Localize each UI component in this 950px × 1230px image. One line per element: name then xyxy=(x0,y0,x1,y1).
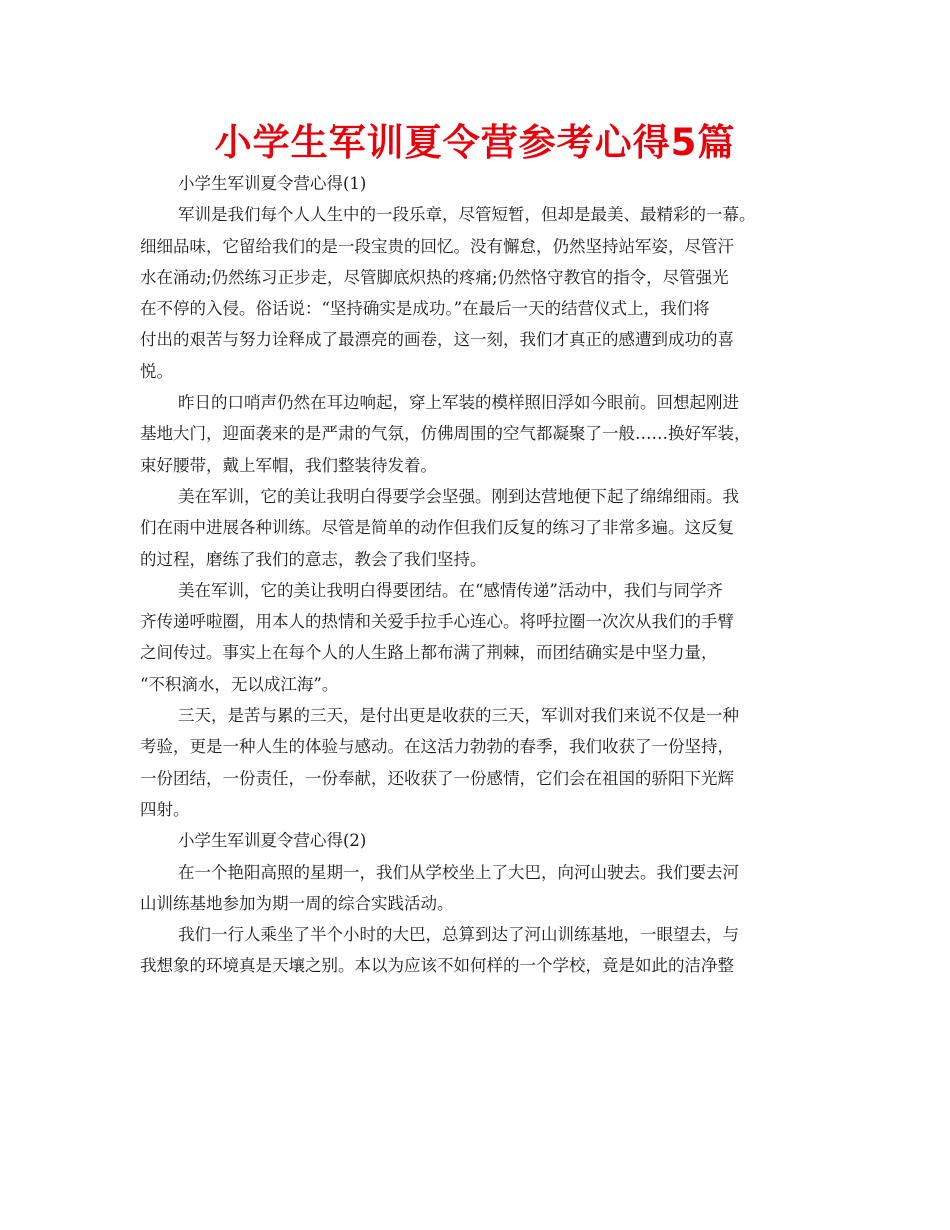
text-line: 美在军训，它的美让我明白得要学会坚强。刚到达营地便下起了绵绵细雨。我 xyxy=(178,486,739,506)
section-heading-2: 小学生军训夏令营心得(2) xyxy=(178,831,367,851)
text-line: 四射。 xyxy=(140,799,190,819)
document-body xyxy=(140,168,820,982)
text-line: 我想象的环境真是天壤之别。本以为应该不如何样的一个学校，竟是如此的洁净整 xyxy=(140,956,734,976)
text-line: 考验，更是一种人生的体验与感动。在这活力勃勃的春季，我们收获了一份坚持， xyxy=(140,737,734,757)
text-line: 在一个艳阳高照的星期一，我们从学校坐上了大巴，向河山驶去。我们要去河 xyxy=(178,862,739,882)
text-line: 军训是我们每个人人生中的一段乐章，尽管短暂，但却是最美、最精彩的一幕。 xyxy=(178,205,756,225)
text-line: 三天，是苦与累的三天，是付出更是收获的三天，军训对我们来说不仅是一种 xyxy=(178,706,739,726)
text-line: “不积滴水，无以成江海”。 xyxy=(140,674,339,694)
text-line: 细细品味，它留给我们的是一段宝贵的回忆。没有懈怠，仍然坚持站军姿，尽管汗 xyxy=(140,236,734,256)
text-line: 们在雨中进展各种训练。尽管是简单的动作但我们反复的练习了非常多遍。这反复 xyxy=(140,518,734,538)
text-line: 基地大门，迎面袭来的是严肃的气氛，仿佛周围的空气都凝聚了一般……换好军装， xyxy=(140,424,751,444)
text-line: 悦。 xyxy=(140,361,173,381)
section-heading-1: 小学生军训夏令营心得(1) xyxy=(178,174,367,193)
text-line: 在不停的入侵。俗话说：“坚持确实是成功。”在最后一天的结营仪式上，我们将 xyxy=(140,299,710,319)
text-line: 昨日的口哨声仍然在耳边响起，穿上军装的模样照旧浮如今眼前。回想起刚进 xyxy=(178,393,739,413)
text-line: 付出的艰苦与努力诠释成了最漂亮的画卷，这一刻，我们才真正的感遭到成功的喜 xyxy=(140,330,734,350)
text-line: 美在军训，它的美让我明白得要团结。在“感情传递”活动中，我们与同学齐 xyxy=(178,580,723,600)
document-title: 小学生军训夏令营参考心得5篇 xyxy=(214,121,736,164)
text-line: 水在涌动;仍然练习正步走，尽管脚底炽热的疼痛;仍然恪守教官的指令，尽管强光 xyxy=(140,267,729,287)
text-line: 之间传过。事实上在每个人的人生路上都布满了荆棘，而团结确实是中坚力量， xyxy=(140,643,718,663)
text-line: 一份团结，一份责任，一份奉献，还收获了一份感情，它们会在祖国的骄阳下光辉 xyxy=(140,768,734,788)
text-line: 的过程，磨练了我们的意志，教会了我们坚持。 xyxy=(140,549,487,569)
text-line: 束好腰带，戴上军帽，我们整装待发着。 xyxy=(140,455,437,475)
text-line: 我们一行人乘坐了半个小时的大巴，总算到达了河山训练基地，一眼望去，与 xyxy=(178,925,739,945)
text-line: 齐传递呼啦圈，用本人的热情和关爱手拉手心连心。将呼拉圈一次次从我们的手臂 xyxy=(140,612,734,632)
text-line: 山训练基地参加为期一周的综合实践活动。 xyxy=(140,893,454,913)
